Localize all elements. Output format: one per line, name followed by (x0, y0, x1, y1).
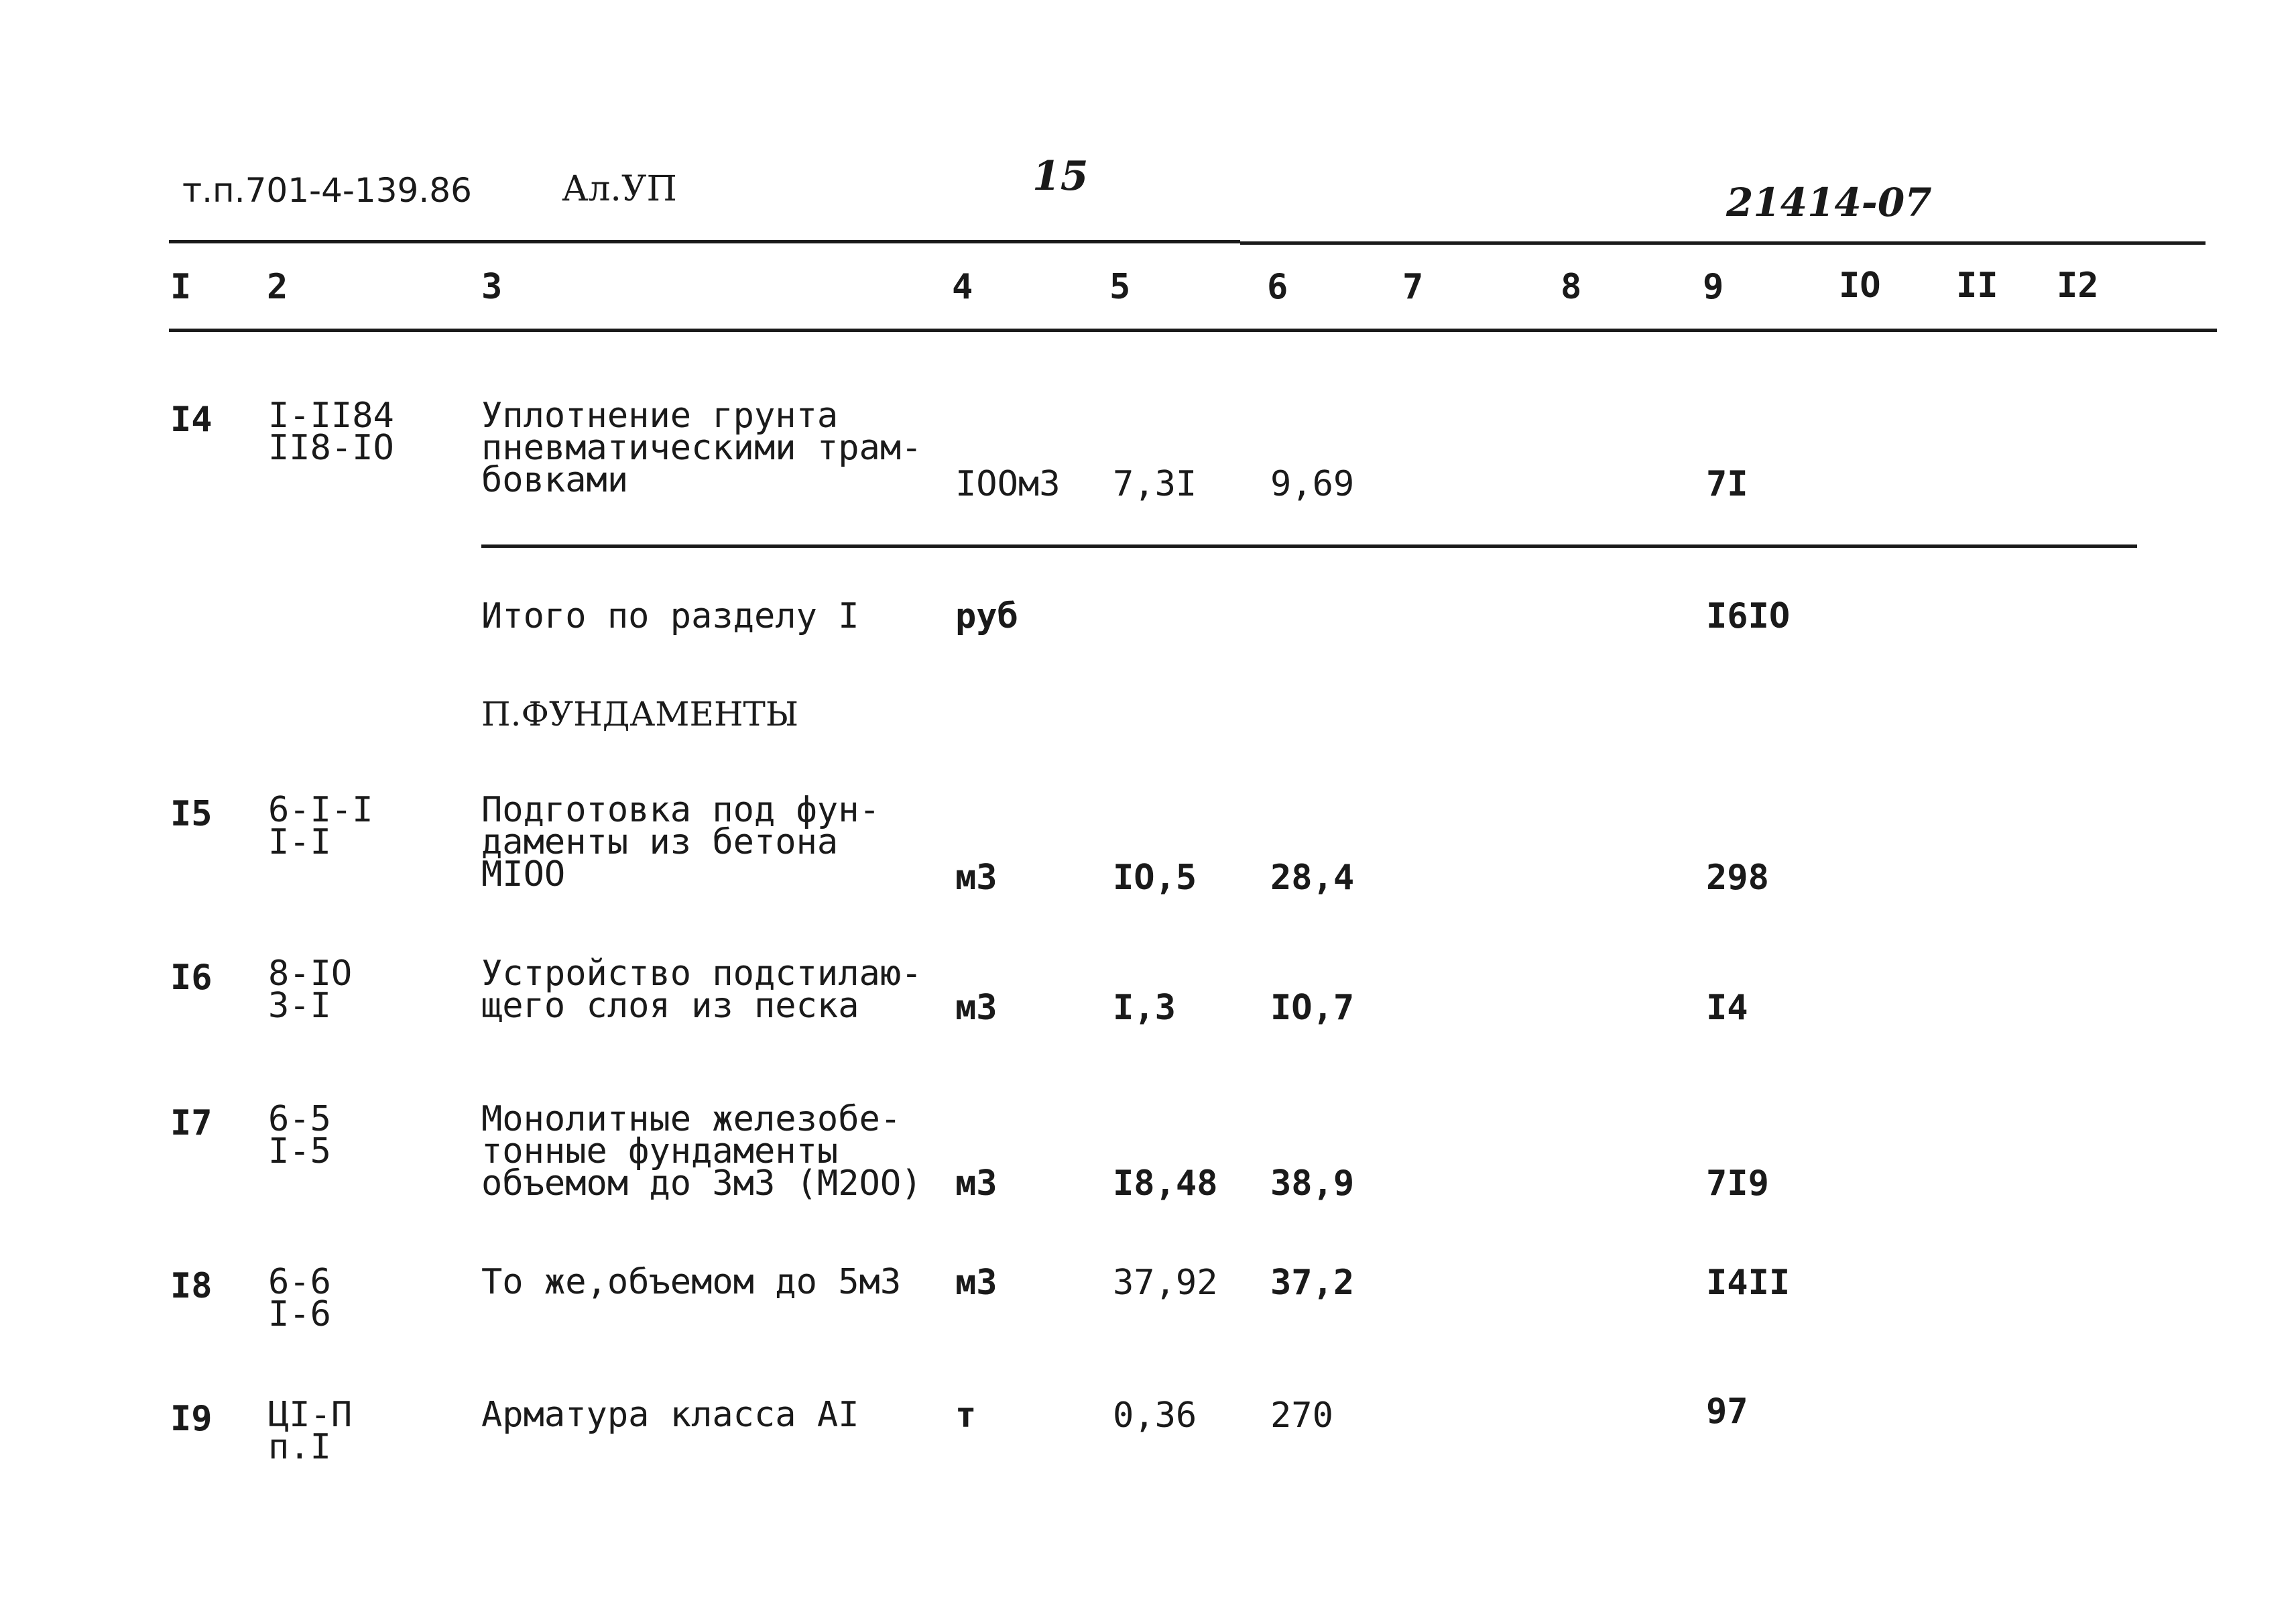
subtotal-label: Итого по разделу I (481, 596, 859, 636)
total-cost: 7I (1706, 464, 1748, 504)
quantity: 0,36 (1113, 1395, 1197, 1436)
quantity: IO,5 (1113, 858, 1197, 898)
unit-price: 9,69 (1270, 464, 1355, 504)
row-number: I7 (170, 1103, 213, 1143)
unit-price: IO,7 (1270, 988, 1355, 1028)
quantity: I8,48 (1113, 1163, 1218, 1204)
norm-code: 8-IO 3-I (268, 954, 353, 1026)
total-cost: I4 (1706, 988, 1748, 1028)
norm-code: 6-5 I-5 (268, 1099, 331, 1171)
unit: IOOм3 (955, 464, 1061, 504)
col-header-2: 2 (267, 267, 288, 307)
norm-code: ЦI-П п.I (268, 1395, 353, 1467)
header-rule-left (169, 240, 1240, 243)
unit-price: 37,2 (1270, 1263, 1355, 1303)
row-number: I8 (170, 1266, 213, 1306)
col-header-11: II (1956, 266, 1998, 306)
column-header-rule (169, 329, 2217, 332)
work-description: Монолитные железобе- тонные фундаменты объемом до 3м3 (M2OO) (481, 1099, 922, 1204)
col-header-5: 5 (1109, 267, 1131, 307)
work-description: То же,объемом до 5м3 (481, 1262, 902, 1302)
unit: м3 (955, 1163, 998, 1204)
col-header-10: IO (1839, 266, 1881, 306)
norm-code: 6-6 I-6 (268, 1262, 331, 1334)
col-header-7: 7 (1402, 267, 1424, 307)
album-label: Ал.УП (562, 169, 677, 209)
work-description: Уплотнение грунта пневматическими трам- бовками (481, 396, 922, 500)
col-header-12: I2 (2057, 266, 2099, 306)
col-header-9: 9 (1703, 267, 1724, 307)
norm-code: 6-I-I I-I (268, 790, 373, 862)
col-header-8: 8 (1561, 267, 1582, 307)
subtotal-total: I6IO (1706, 596, 1791, 636)
row-number: I4 (170, 400, 213, 440)
subtotal-rule (481, 544, 2137, 548)
total-cost: 298 (1706, 858, 1769, 898)
row-number: I9 (170, 1399, 213, 1439)
quantity: 37,92 (1113, 1263, 1218, 1303)
quantity: I,3 (1113, 988, 1176, 1028)
work-description: Устройство подстилаю- щего слоя из песка (481, 954, 922, 1026)
row-number: I6 (170, 958, 213, 998)
total-cost: 97 (1706, 1391, 1748, 1432)
unit-price: 38,9 (1270, 1163, 1355, 1204)
unit: т (955, 1395, 977, 1436)
subtotal-unit: руб (955, 596, 1018, 636)
unit-price: 28,4 (1270, 858, 1355, 898)
col-header-3: 3 (481, 267, 503, 307)
work-description: Арматура класса AI (481, 1395, 859, 1435)
page-number: 15 (1032, 153, 1089, 200)
unit-price: 270 (1270, 1395, 1333, 1436)
total-cost: 7I9 (1706, 1163, 1769, 1204)
section-title: П.ФУНДАМЕНТЫ (481, 695, 799, 734)
col-header-4: 4 (952, 267, 973, 307)
norm-code: I-II84 II8-IO (268, 396, 394, 468)
unit: м3 (955, 858, 998, 898)
work-description: Подготовка под фун- даменты из бетона MIOO (481, 790, 880, 895)
quantity: 7,3I (1113, 464, 1197, 504)
doc-code: т.п.701-4-139.86 (182, 171, 472, 210)
col-header-1: I (170, 267, 192, 307)
inventory-number: 21414-07 (1726, 180, 1932, 225)
unit: м3 (955, 988, 998, 1028)
total-cost: I4II (1706, 1263, 1791, 1303)
header-rule-right (1240, 241, 2206, 245)
unit: м3 (955, 1263, 998, 1303)
col-header-6: 6 (1267, 267, 1288, 307)
row-number: I5 (170, 794, 213, 834)
